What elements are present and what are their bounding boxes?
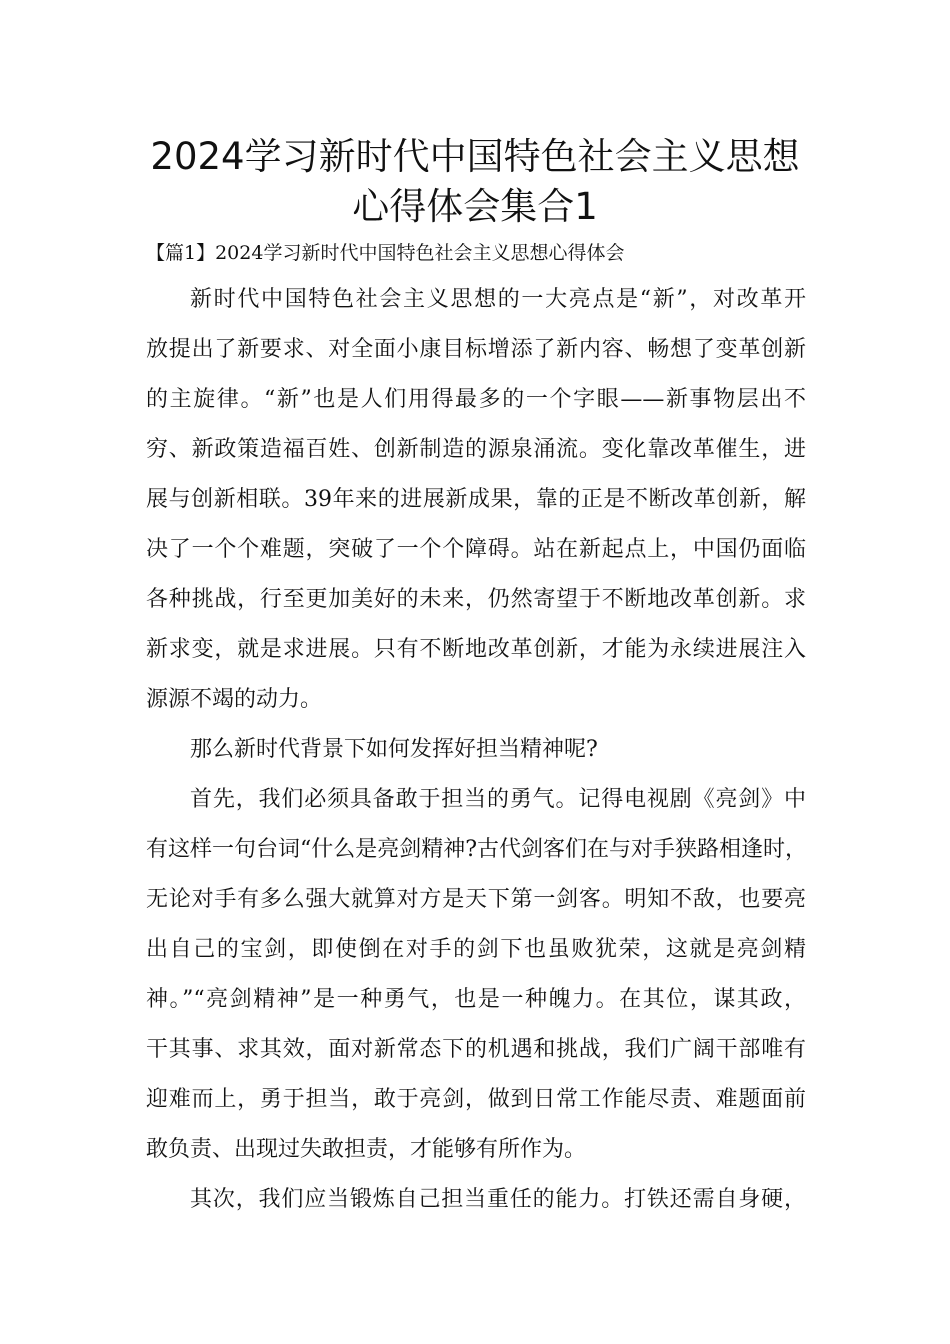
paragraph-1-line: 新时代中国特色社会主义思想的一大亮点是“新”，对改革开 <box>190 287 806 312</box>
paragraph-1-line: 决了一个个难题，突破了一个个障碍。站在新起点上，中国仍面临 <box>146 537 806 562</box>
document-title-line-2: 心得体会集合1 <box>352 185 598 228</box>
paragraph-4-line: 其次，我们应当锻炼自己担当重任的能力。打铁还需自身硬， <box>190 1187 806 1212</box>
paragraph-1-line: 穷、新政策造福百姓、创新制造的源泉涌流。变化靠改革催生，进 <box>146 437 806 462</box>
paragraph-2: 那么新时代背景下如何发挥好担当精神呢? <box>190 737 598 762</box>
paragraph-1-line: 展与创新相联。39年来的进展新成果，靠的正是不断改革创新，解 <box>146 487 806 512</box>
paragraph-3-line: 敢负责、出现过失敢担责，才能够有所作为。 <box>146 1137 587 1162</box>
section-subheading: 【篇1】2024学习新时代中国特色社会主义思想心得体会 <box>146 242 625 264</box>
paragraph-3-line: 神。”“亮剑精神”是一种勇气，也是一种魄力。在其位，谋其政， <box>146 987 806 1012</box>
document-title-line-1: 2024学习新时代中国特色社会主义思想 <box>150 135 800 178</box>
paragraph-3-line: 有这样一句台词“什么是亮剑精神?古代剑客们在与对手狭路相逢时， <box>146 837 808 862</box>
paragraph-3-line: 出自己的宝剑，即使倒在对手的剑下也虽败犹荣，这就是亮剑精 <box>146 937 806 962</box>
paragraph-3-line: 迎难而上，勇于担当，敢于亮剑，做到日常工作能尽责、难题面前 <box>146 1087 806 1112</box>
paragraph-3-line: 干其事、求其效，面对新常态下的机遇和挑战，我们广阔干部唯有 <box>146 1037 806 1062</box>
paragraph-1-line: 的主旋律。“新”也是人们用得最多的一个字眼——新事物层出不 <box>146 387 806 412</box>
paragraph-1-line: 各种挑战，行至更加美好的未来，仍然寄望于不断地改革创新。求 <box>146 587 806 612</box>
paragraph-1-line: 放提出了新要求、对全面小康目标增添了新内容、畅想了变革创新 <box>146 337 806 362</box>
paragraph-3-line: 无论对手有多么强大就算对方是天下第一剑客。明知不敌，也要亮 <box>146 887 806 912</box>
paragraph-3-line: 首先，我们必须具备敢于担当的勇气。记得电视剧《亮剑》中 <box>190 787 806 812</box>
paragraph-1-line: 源源不竭的动力。 <box>146 687 323 712</box>
paragraph-1-line: 新求变，就是求进展。只有不断地改革创新，才能为永续进展注入 <box>146 637 806 662</box>
